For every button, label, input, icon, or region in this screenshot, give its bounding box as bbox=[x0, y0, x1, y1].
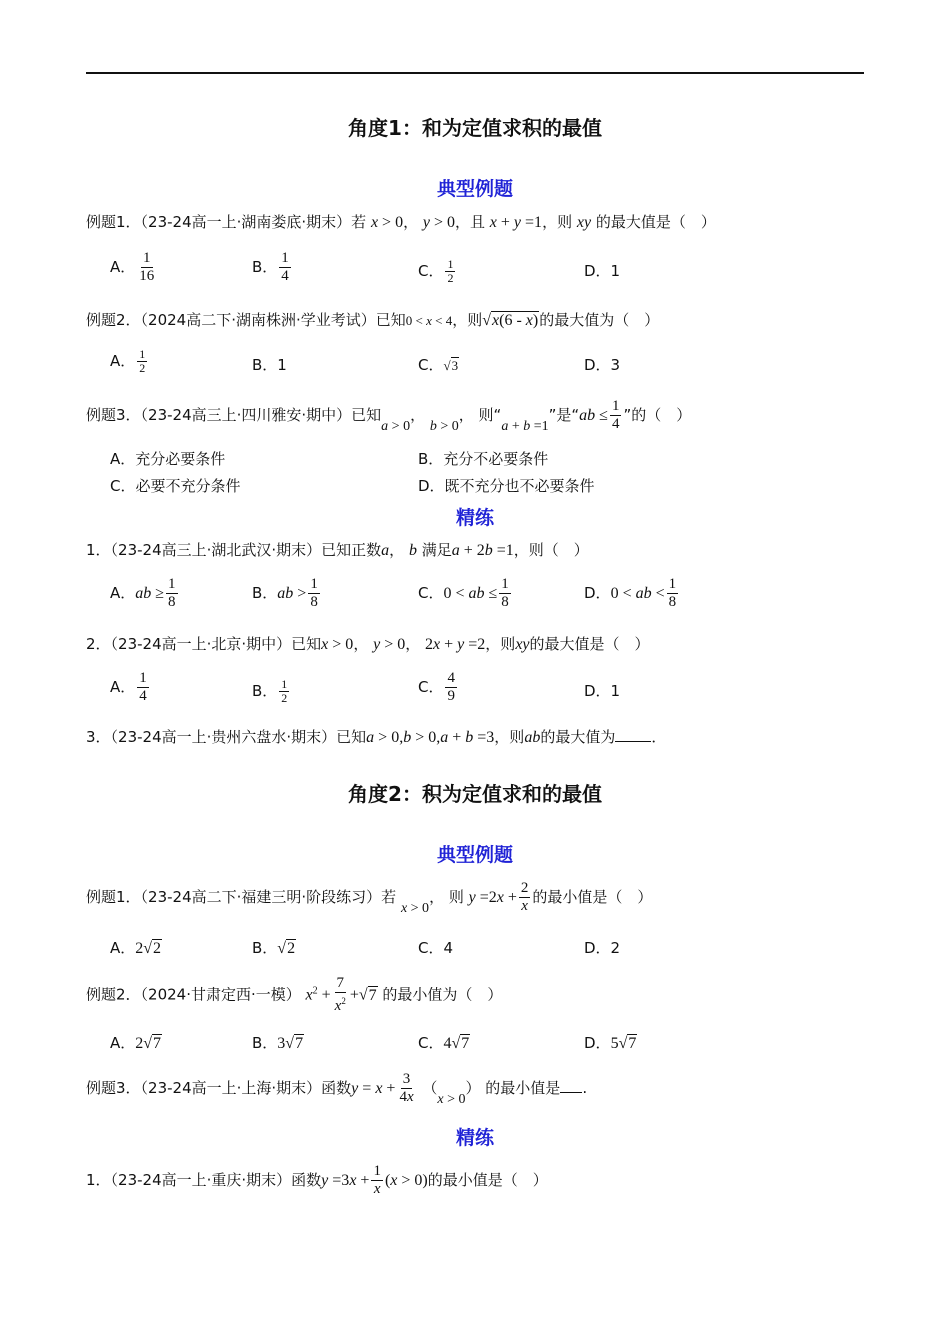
option-d: D．1 bbox=[584, 682, 621, 700]
question-stem: 例题2．（2024高二下·湖南株洲·学业考试）已知0 < x < 4，则√x(6 - x)的最大值为（ ） bbox=[86, 311, 660, 329]
option-a: A． $\frac{1}{2}$ bbox=[110, 347, 146, 375]
question-stem: 1．（23-24高一上·重庆·期末）函数y =3x + $\frac{1}{x}$ (x > 0)的最小值是（ ） bbox=[86, 1163, 548, 1197]
option-b: B． $\frac{1}{2}$ bbox=[252, 677, 288, 705]
option-d: D．既不充分也不必要条件 bbox=[418, 477, 595, 495]
option-b: B．1 bbox=[252, 356, 287, 374]
option-a: A．ab ≥ $\frac{1}{8}$ bbox=[110, 576, 176, 610]
option-c: C．必要不充分条件 bbox=[110, 477, 241, 495]
question-stem: 例题1．（23-24高一上·湖南娄底·期末）若 x > 0， y > 0，且 x + y =1，则 xy 的最大值是（ ） bbox=[86, 213, 716, 231]
question-stem: 1．（23-24高三上·湖北武汉·期末）已知正数a， b 满足a + 2b =1，则（ ） bbox=[86, 541, 589, 559]
option-c: C．√3 bbox=[418, 356, 459, 374]
option-a: A． $\frac{1}{16}$ bbox=[110, 250, 155, 284]
question-stem: 例题3．（23-24高三上·四川雅安·期中）已知a > 0， b > 0， 则“a + b =1”是“ab ≤ $\frac{1}{4}$ ”的（ ） bbox=[86, 398, 692, 434]
section-title-angle-2: 角度2：积为定值求和的最值 bbox=[348, 782, 602, 806]
option-c: C． $\frac{1}{2}$ bbox=[418, 257, 454, 285]
option-a: A．充分必要条件 bbox=[110, 450, 226, 468]
option-a: A．2√2 bbox=[110, 939, 162, 957]
option-c: C．4 bbox=[418, 939, 454, 957]
option-c: C． $\frac{4}{9}$ bbox=[418, 670, 455, 704]
section-title-angle-1: 角度1：和为定值求积的最值 bbox=[348, 116, 602, 140]
option-d: D．5√7 bbox=[584, 1034, 637, 1052]
typical-examples-header-2: 典型例题 bbox=[436, 844, 513, 866]
option-a: A．2√7 bbox=[110, 1034, 162, 1052]
question-stem: 例题1．（23-24高二下·福建三明·阶段练习）若 x > 0， 则 y =2x + $\frac{2}{x}$ 的最小值是（ ） bbox=[86, 880, 653, 916]
typical-examples-header-1: 典型例题 bbox=[436, 178, 513, 200]
option-b: B．√2 bbox=[252, 939, 296, 957]
option-c: C．0 < ab ≤ $\frac{1}{8}$ bbox=[418, 576, 509, 610]
option-b: B．充分不必要条件 bbox=[418, 450, 549, 468]
option-b: B．ab > $\frac{1}{8}$ bbox=[252, 576, 318, 610]
option-d: D．1 bbox=[584, 262, 621, 280]
option-d: D．3 bbox=[584, 356, 621, 374]
top-rule bbox=[86, 72, 864, 74]
option-b: B． $\frac{1}{4}$ bbox=[252, 250, 289, 284]
question-stem: 例题2．（2024·甘肃定西·一模） $x^2$ + $\frac{7}{x^2}$ +√7 的最小值为（ ） bbox=[86, 975, 503, 1014]
practice-header-2: 精练 bbox=[455, 1127, 494, 1149]
option-b: B．3√7 bbox=[252, 1034, 304, 1052]
practice-header-1: 精练 bbox=[455, 507, 494, 529]
option-d: D．2 bbox=[584, 939, 621, 957]
question-stem: 2．（23-24高一上·北京·期中）已知x > 0， y > 0， 2x + y =2，则xy的最大值是（ ） bbox=[86, 635, 650, 653]
option-d: D．0 < ab < $\frac{1}{8}$ bbox=[584, 576, 677, 610]
option-a: A． $\frac{1}{4}$ bbox=[110, 670, 147, 704]
option-c: C．4√7 bbox=[418, 1034, 470, 1052]
question-stem: 例题3．（23-24高一上·上海·期末）函数y = x + $\frac{3}{4x}$ （x > 0） 的最小值是 . bbox=[86, 1071, 588, 1107]
question-stem: 3．（23-24高一上·贵州六盘水·期末）已知a > 0,b > 0,a + b =3，则ab的最大值为 ． bbox=[86, 728, 667, 746]
